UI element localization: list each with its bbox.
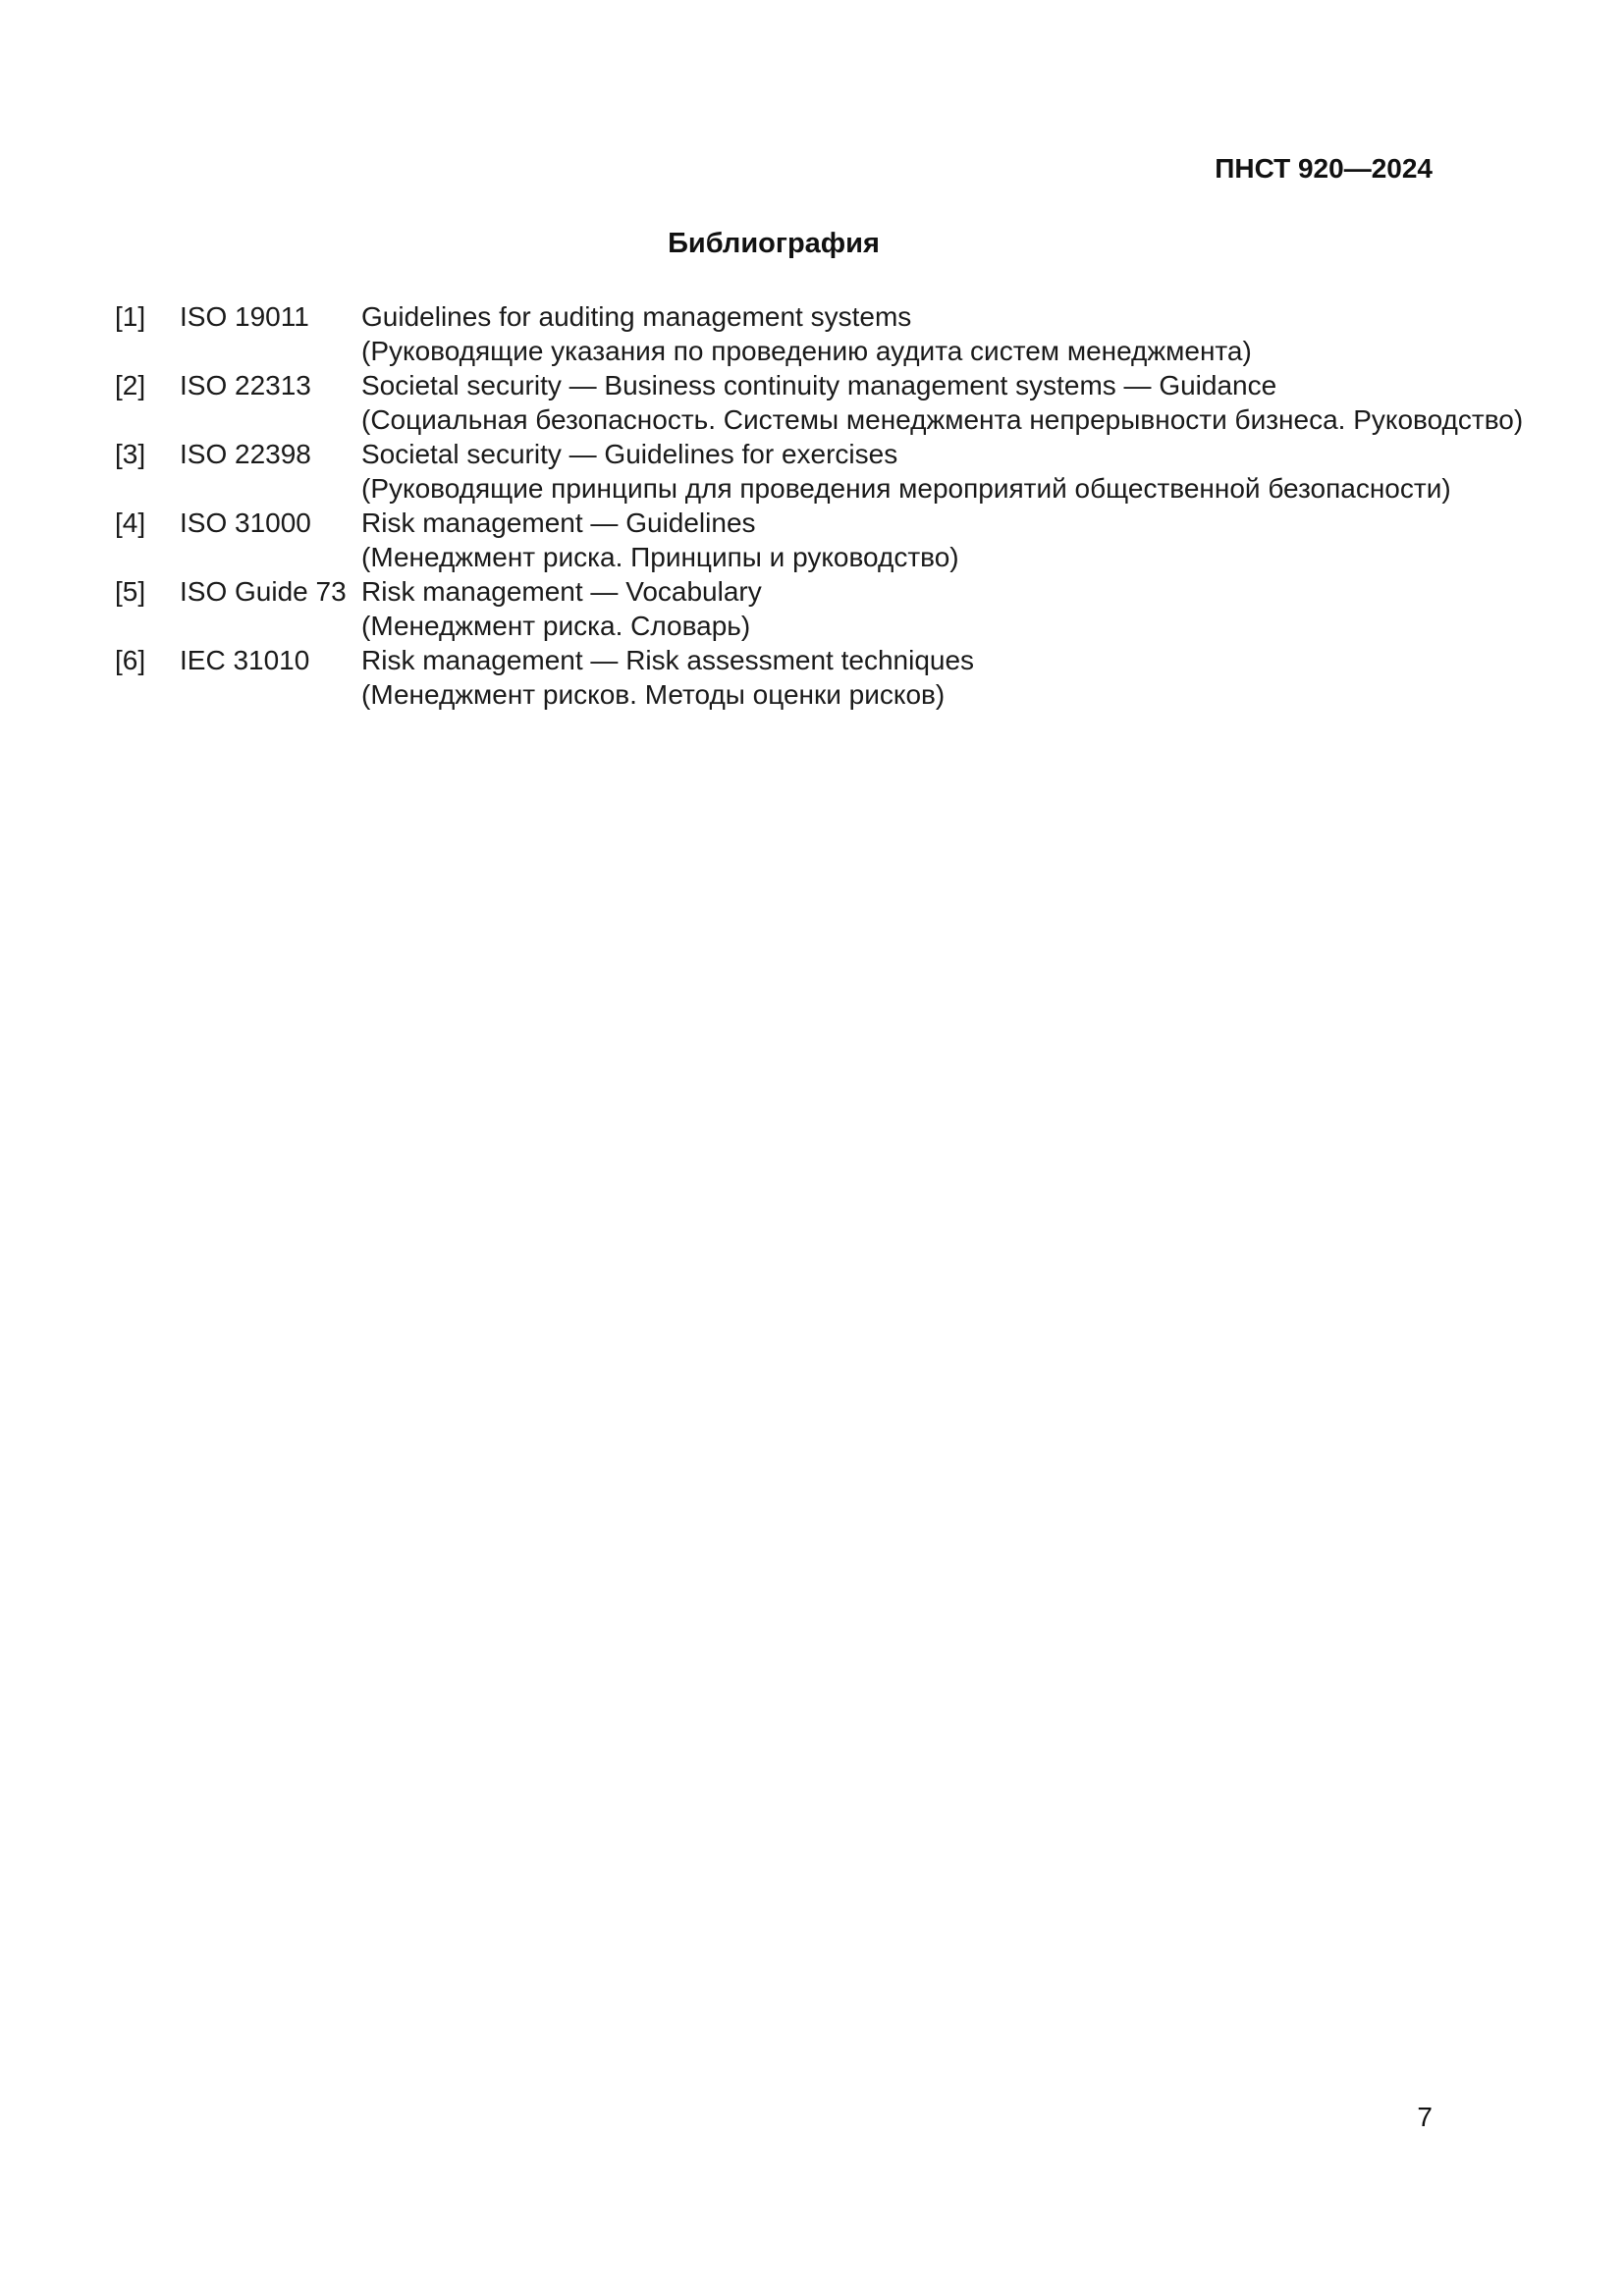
- entry-title-line: Societal security — Guidelines for exercises: [361, 439, 898, 469]
- bibliography-entry: [115, 643, 1433, 712]
- entry-text: [361, 299, 1433, 368]
- entry-code: ISO 22398: [180, 439, 311, 469]
- entry-translation-line: (Менеджмент риска. Словарь): [361, 611, 751, 641]
- bibliography-entry: [115, 437, 1451, 506]
- entry-code: ISO 31000: [180, 507, 311, 538]
- entry-translation-line: (Руководящие указания по проведению аудита систем менеджмента): [361, 336, 1252, 366]
- entry-code: ISO 22313: [180, 370, 311, 400]
- entry-translation-line: (Социальная безопасность. Системы менеджмента непрерывности бизнеса. Руководство): [361, 404, 1524, 435]
- entry-number: [5]: [115, 576, 146, 607]
- entry-text: [361, 574, 1433, 643]
- entry-text: [361, 437, 1451, 506]
- entry-number: [6]: [115, 645, 146, 675]
- entry-number: [1]: [115, 301, 146, 332]
- entry-title-line: Risk management — Guidelines: [361, 507, 756, 538]
- entry-number: [4]: [115, 507, 146, 538]
- entry-number: [3]: [115, 439, 146, 469]
- entry-title-line: Societal security — Business continuity management systems — Guidance: [361, 370, 1277, 400]
- bibliography-list: [115, 299, 1524, 712]
- entry-number: [2]: [115, 370, 146, 400]
- page-number: 7: [1417, 2102, 1433, 2132]
- bibliography-entry: [115, 574, 1433, 643]
- entry-text: [361, 506, 1433, 574]
- entry-code: ISO Guide 73: [180, 576, 347, 607]
- entry-translation-line: (Руководящие принципы для проведения мероприятий общественной безопасности): [361, 473, 1451, 504]
- entry-text: [361, 368, 1523, 437]
- entry-text: [361, 643, 1433, 712]
- bibliography-entry: [115, 368, 1524, 437]
- entry-code: ISO 19011: [180, 301, 309, 332]
- page-title: Библиография: [668, 228, 880, 259]
- bibliography-entry: [115, 299, 1433, 368]
- entry-code: IEC 31010: [180, 645, 310, 675]
- bibliography-entry: [115, 506, 1433, 574]
- entry-title-line: Guidelines for auditing management systems: [361, 301, 912, 332]
- entry-title-line: Risk management — Vocabulary: [361, 576, 762, 607]
- entry-translation-line: (Менеджмент риска. Принципы и руководство): [361, 542, 959, 572]
- entry-title-line: Risk management — Risk assessment techniques: [361, 645, 975, 675]
- document-code-header: ПНСТ 920—2024: [1215, 153, 1433, 184]
- entry-translation-line: (Менеджмент рисков. Методы оценки рисков): [361, 679, 946, 710]
